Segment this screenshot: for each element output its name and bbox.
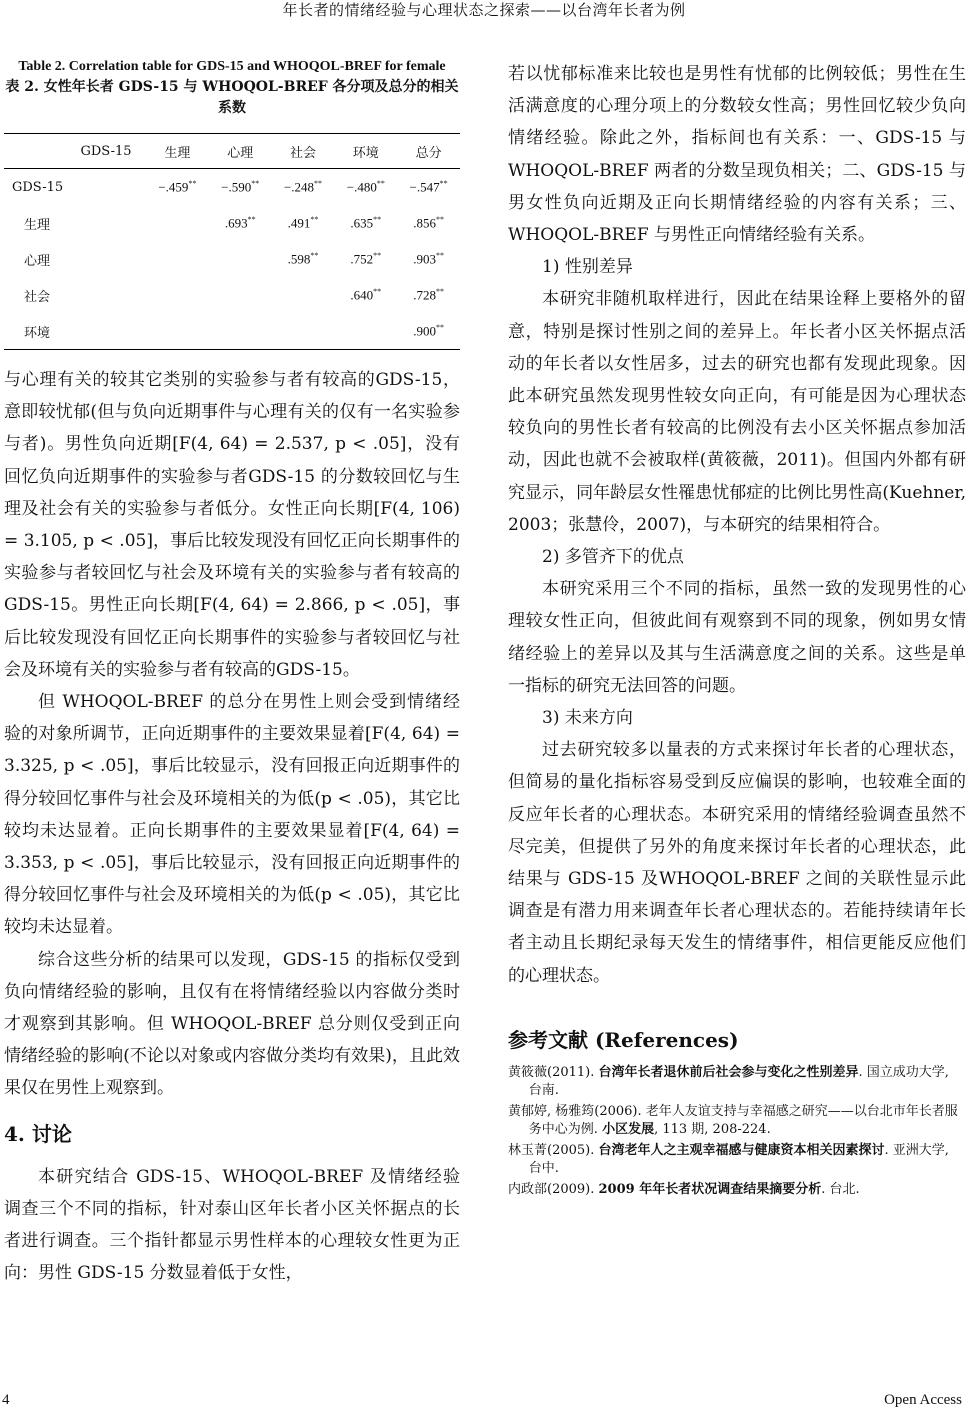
significance-mark: **	[435, 250, 444, 260]
table-cell: −.248**	[283, 178, 323, 195]
reference-item: 林玉菁(2005). 台湾老年人之主观幸福感与健康资本相关因素探讨. 亚洲大学, 台中.	[508, 1142, 949, 1177]
significance-mark: **	[310, 214, 319, 224]
table-header-cell: GDS-15	[66, 134, 146, 169]
page-number: 4	[2, 1392, 10, 1408]
publisher-footer: Open Access	[884, 1392, 962, 1408]
table-cell: .491**	[287, 214, 319, 231]
reference-title: 2009 年年长者状况调查结果摘要分析	[598, 1181, 822, 1197]
subsection-heading: 1) 性别差异	[542, 257, 633, 278]
paragraph: 过去研究较多以量表的方式来探讨年长者的心理状态，但简易的量化指标容易受到反应偏误的影响，也较难全面的反应年长者的心理状态。本研究采用的情绪经验调查虽然不尽完美，但提供了另外的角度来探讨年长者的心理状态，此结果与 GDS-15 及WHOQOL-BREF 之间的关联性显示此调查是有潜力用来调查年长者心理状态的。若能持续请年长者主动且长期纪录每天发生的情绪事件，相信更能反应他们的心理状态。	[508, 740, 966, 986]
table-cell: .900**	[413, 322, 444, 339]
significance-mark: **	[435, 322, 444, 332]
table-cell	[146, 205, 209, 241]
table-cell: .752**	[350, 250, 382, 267]
reference-title: 台湾年长者退休前后社会参与变化之性别差异	[598, 1064, 859, 1080]
paragraph: 综合这些分析的结果可以发现，GDS-15 的指标仅受到负向情绪经验的影响，且仅有在将情绪经验以内容做分类时才观察到其影响。但 WHOQOL-BREF 总分则仅受到正向情绪经验的影响(不论以对象或内容做分类均有效果)，且此效果仅在男性上观察到。	[4, 949, 460, 1099]
reference-title: 小区发展	[602, 1122, 655, 1138]
table-cell	[66, 205, 146, 241]
table-row-label: 社会	[24, 289, 51, 305]
table-cell	[66, 313, 146, 350]
significance-mark: **	[373, 214, 382, 224]
table-row	[4, 313, 460, 350]
table-caption-cn: 表 2. 女性年长者 GDS-15 与 WHOQOL-BREF 各分项及总分的相关系数	[5, 79, 459, 116]
paragraph: 本研究采用三个不同的指标，虽然一致的发现男性的心理较女性正向，但彼此间有观察到不同的现象，例如男女情绪经验上的差异以及其与生活满意度之间的关系。这些是单一指标的研究无法回答的问题。	[508, 579, 966, 696]
right-column	[508, 58, 966, 1201]
table-cell: .693**	[224, 214, 256, 231]
table-cell	[66, 169, 146, 206]
table-cell	[146, 313, 209, 350]
significance-mark: **	[373, 250, 382, 260]
table-caption-en: Table 2. Correlation table for GDS-15 and WHOQOL-BREF for female	[18, 59, 446, 74]
running-header: 年长者的情绪经验与心理状态之探索——以台湾年长者为例	[282, 1, 686, 19]
table-header-row	[4, 134, 460, 169]
table-header-cell: 生理	[146, 134, 209, 169]
table-cell	[209, 241, 272, 277]
significance-mark: **	[435, 214, 444, 224]
correlation-table	[4, 133, 460, 350]
reference-item: 黄郁婷, 杨雅筠(2006). 老年人友谊支持与幸福感之研究——以台北市年长者服务中心为例. 小区发展, 113 期, 208-224.	[508, 1103, 958, 1138]
reference-item: 黄筱薇(2011). 台湾年长者退休前后社会参与变化之性别差异. 国立成功大学, 台南.	[508, 1064, 949, 1099]
table-row	[4, 205, 460, 241]
table-row-label: GDS-15	[12, 179, 64, 195]
table-row-label: 生理	[24, 217, 51, 233]
table-header-cell: 环境	[334, 134, 397, 169]
section-title: 4. 讨论	[4, 1121, 72, 1146]
table-cell: .903**	[413, 250, 444, 267]
table-cell	[146, 241, 209, 277]
significance-mark: **	[373, 286, 382, 296]
table-cell: −.459**	[158, 178, 197, 195]
table-cell	[334, 313, 397, 350]
subsection-heading: 2) 多管齐下的优点	[542, 547, 684, 568]
table-cell: .728**	[413, 286, 444, 303]
reference-title: 台湾老年人之主观幸福感与健康资本相关因素探讨	[598, 1142, 885, 1158]
significance-mark: **	[247, 214, 256, 224]
paragraph: 本研究非随机取样进行，因此在结果诠释上要格外的留意，特别是探讨性别之间的差异上。年长者小区关怀据点活动的年长者以女性居多，过去的研究也都有发现此现象。因此本研究虽然发现男性较女向正向，有可能是因为心理状态较负向的男性长者有较高的比例没有去小区关怀据点参加活动，因此也就不会被取样(黄筱薇，2011)。但国内外都有研究显示，同年龄层女性罹患忧郁症的比例比男性高(Kuehner, 2003；张慧伶，2007)，与本研究的结果相符合。	[508, 289, 966, 535]
significance-mark: **	[310, 250, 319, 260]
paragraph: 若以忧郁标准来比较也是男性有忧郁的比例较低；男性在生活满意度的心理分项上的分数较女性高；男性回忆较少负向情绪经验。除此之外，指标间也有关系：一、GDS-15 与 WHOQOL-BREF 两者的分数呈现负相关；二、GDS-15 与男女性负向近期及正向长期情绪经验的内容有关系；三、WHOQOL-BREF 与男性正向情绪经验有关系。	[508, 64, 966, 246]
references-title: 参考文献 (References)	[508, 1027, 739, 1052]
left-column	[4, 58, 460, 1289]
table-cell: −.590**	[221, 178, 260, 195]
table-cell: .635**	[350, 214, 382, 231]
table-cell	[272, 313, 335, 350]
significance-mark: **	[188, 178, 197, 188]
table-header-cell: 总分	[397, 134, 460, 169]
table-row-label: 心理	[24, 253, 51, 269]
table-header-cell	[4, 134, 66, 169]
table-cell: −.480**	[346, 178, 385, 195]
paragraph: 与心理有关的较其它类别的实验参与者有较高的GDS-15，意即较忧郁(但与负向近期事件与心理有关的仅有一名实验参与者)。男性负向近期[F(4, 64) = 2.537, p < .05]，没有回忆负向近期事件的实验参与者GDS-15 的分数较回忆与生理及社会有关的实验参与者低分。女性正向长期[F(4, 106) = 3.105, p < .05]，事后比较发现没有回忆正向长期事件的实验参与者较回忆与社会及环境有关的实验参与者有较高的GDS-15。男性正向长期[F(4, 64) = 2.866, p < .05]，事后比较发现没有回忆正向长期事件的实验参与者较回忆与社会及环境有关的实验参与者有较高的GDS-15。	[4, 370, 460, 680]
table-row-label: 环境	[24, 325, 51, 341]
table-cell: .856**	[413, 214, 444, 231]
table-cell	[209, 277, 272, 313]
significance-mark: **	[376, 178, 385, 188]
table-header-cell: 心理	[209, 134, 272, 169]
table-cell: .598**	[287, 250, 319, 267]
table-cell	[146, 277, 209, 313]
significance-mark: **	[251, 178, 260, 188]
significance-mark: **	[435, 286, 444, 296]
paragraph: 但 WHOQOL-BREF 的总分在男性上则会受到情绪经验的对象所调节，正向近期事件的主要效果显着[F(4, 64) = 3.325, p < .05]，事后比较显示，没有回报正向近期事件的得分较回忆事件与社会及环境相关的为低(p < .05)，其它比较均未达显着。正向长期事件的主要效果显着[F(4, 64) = 3.353, p < .05]，事后比较显示，没有回报正向近期事件的得分较回忆事件与社会及环境相关的为低(p < .05)，其它比较均未达显着。	[4, 692, 460, 938]
table-cell	[209, 313, 272, 350]
table-row	[4, 241, 460, 277]
reference-list	[508, 1064, 966, 1200]
table-cell: .640**	[350, 286, 382, 303]
table-header-cell: 社会	[272, 134, 335, 169]
table-cell	[66, 241, 146, 277]
significance-mark: **	[314, 178, 323, 188]
table-row	[4, 277, 460, 313]
significance-mark: **	[439, 178, 448, 188]
table-cell	[66, 277, 146, 313]
table-cell	[272, 277, 335, 313]
table-cell: −.547**	[409, 178, 448, 195]
paragraph: 本研究结合 GDS-15、WHOQOL-BREF 及情绪经验调查三个不同的指标，针对泰山区年长者小区关怀据点的长者进行调查。三个指针都显示男性样本的心理较女性更为正向：男性 GDS-15 分数显着低于女性，	[4, 1166, 460, 1284]
table-body	[4, 169, 460, 350]
reference-item: 内政部(2009). 2009 年年长者状况调查结果摘要分析. 台北.	[508, 1181, 860, 1197]
subsection-heading: 3) 未来方向	[542, 708, 633, 729]
table-row	[4, 169, 460, 206]
